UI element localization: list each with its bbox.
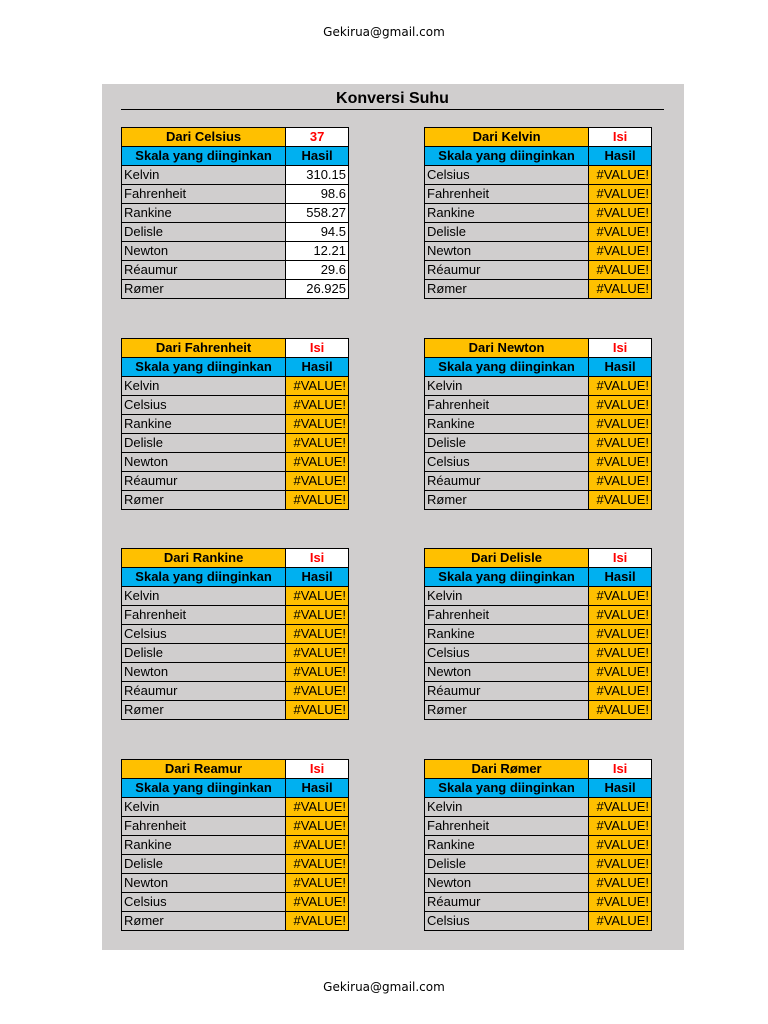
- target-scale-label: Rømer: [425, 491, 589, 510]
- result-value: #VALUE!: [286, 625, 349, 644]
- result-value: #VALUE!: [589, 261, 652, 280]
- table-row: [122, 204, 349, 223]
- source-scale-label: Dari Kelvin: [425, 128, 589, 147]
- header-email: Gekirua@gmail.com: [323, 25, 445, 39]
- result-value: #VALUE!: [286, 817, 349, 836]
- result-value: #VALUE!: [589, 415, 652, 434]
- target-scale-label: Rømer: [122, 280, 286, 299]
- input-value-cell[interactable]: Isi: [589, 549, 652, 568]
- target-scale-label: Rankine: [122, 415, 286, 434]
- target-scale-label: Fahrenheit: [425, 817, 589, 836]
- table-row: [425, 912, 652, 931]
- column-header-scale: Skala yang diinginkan: [122, 779, 286, 798]
- target-scale-label: Celsius: [122, 625, 286, 644]
- target-scale-label: Celsius: [425, 912, 589, 931]
- target-scale-label: Delisle: [122, 855, 286, 874]
- column-header-scale: Skala yang diinginkan: [425, 147, 589, 166]
- table-row: [122, 644, 349, 663]
- result-value: 94.5: [286, 223, 349, 242]
- target-scale-label: Kelvin: [122, 377, 286, 396]
- table-row: [425, 874, 652, 893]
- table-row: [425, 625, 652, 644]
- result-value: #VALUE!: [286, 472, 349, 491]
- target-scale-label: Rankine: [122, 204, 286, 223]
- result-value: #VALUE!: [589, 491, 652, 510]
- spreadsheet-area: [102, 84, 684, 950]
- target-scale-label: Rømer: [425, 280, 589, 299]
- target-scale-label: Celsius: [122, 396, 286, 415]
- column-header-scale: Skala yang diinginkan: [425, 779, 589, 798]
- result-value: #VALUE!: [589, 874, 652, 893]
- source-scale-label: Dari Delisle: [425, 549, 589, 568]
- result-value: #VALUE!: [286, 855, 349, 874]
- target-scale-label: Rankine: [425, 204, 589, 223]
- table-row: [425, 644, 652, 663]
- table-row: [122, 798, 349, 817]
- target-scale-label: Delisle: [425, 434, 589, 453]
- result-value: #VALUE!: [589, 377, 652, 396]
- result-value: #VALUE!: [589, 396, 652, 415]
- input-value-cell[interactable]: Isi: [589, 128, 652, 147]
- table-row: [122, 453, 349, 472]
- result-value: 558.27: [286, 204, 349, 223]
- table-row: [425, 701, 652, 720]
- result-value: #VALUE!: [589, 644, 652, 663]
- table-row: [122, 280, 349, 299]
- column-header-scale: Skala yang diinginkan: [122, 568, 286, 587]
- result-value: 12.21: [286, 242, 349, 261]
- target-scale-label: Newton: [122, 874, 286, 893]
- table-row: [425, 261, 652, 280]
- result-value: #VALUE!: [286, 912, 349, 931]
- result-value: #VALUE!: [589, 223, 652, 242]
- table-row: [425, 893, 652, 912]
- result-value: #VALUE!: [589, 701, 652, 720]
- target-scale-label: Réaumur: [425, 893, 589, 912]
- result-value: #VALUE!: [589, 817, 652, 836]
- result-value: #VALUE!: [589, 280, 652, 299]
- table-row: [122, 855, 349, 874]
- column-header-result: Hasil: [286, 568, 349, 587]
- result-value: #VALUE!: [589, 204, 652, 223]
- target-scale-label: Celsius: [425, 166, 589, 185]
- table-row: [122, 893, 349, 912]
- target-scale-label: Delisle: [122, 644, 286, 663]
- target-scale-label: Réaumur: [122, 261, 286, 280]
- target-scale-label: Rankine: [425, 415, 589, 434]
- table-row: [425, 587, 652, 606]
- column-header-scale: Skala yang diinginkan: [425, 568, 589, 587]
- table-row: [122, 415, 349, 434]
- input-value-cell[interactable]: Isi: [286, 339, 349, 358]
- result-value: #VALUE!: [286, 644, 349, 663]
- target-scale-label: Newton: [122, 242, 286, 261]
- result-value: #VALUE!: [589, 606, 652, 625]
- result-value: 29.6: [286, 261, 349, 280]
- column-header-result: Hasil: [589, 779, 652, 798]
- target-scale-label: Delisle: [425, 223, 589, 242]
- table-row: [425, 242, 652, 261]
- target-scale-label: Celsius: [425, 453, 589, 472]
- target-scale-label: Réaumur: [425, 472, 589, 491]
- column-header-scale: Skala yang diinginkan: [122, 147, 286, 166]
- result-value: #VALUE!: [286, 434, 349, 453]
- target-scale-label: Newton: [425, 663, 589, 682]
- table-row: [122, 836, 349, 855]
- result-value: #VALUE!: [589, 625, 652, 644]
- result-value: #VALUE!: [286, 453, 349, 472]
- result-value: #VALUE!: [589, 663, 652, 682]
- table-row: [122, 185, 349, 204]
- source-scale-label: Dari Rankine: [122, 549, 286, 568]
- conversion-table: [121, 338, 349, 510]
- result-value: 310.15: [286, 166, 349, 185]
- target-scale-label: Kelvin: [425, 587, 589, 606]
- target-scale-label: Kelvin: [122, 798, 286, 817]
- column-header-result: Hasil: [286, 358, 349, 377]
- input-value-cell[interactable]: Isi: [286, 549, 349, 568]
- result-value: #VALUE!: [286, 893, 349, 912]
- input-value-cell[interactable]: Isi: [589, 339, 652, 358]
- table-row: [122, 434, 349, 453]
- table-row: [122, 625, 349, 644]
- page-title: Konversi Suhu: [121, 89, 664, 110]
- table-row: [425, 836, 652, 855]
- source-scale-label: Dari Reamur: [122, 760, 286, 779]
- conversion-table: [424, 338, 652, 510]
- result-value: #VALUE!: [286, 587, 349, 606]
- source-scale-label: Dari Rømer: [425, 760, 589, 779]
- conversion-table: [424, 759, 652, 931]
- target-scale-label: Réaumur: [122, 472, 286, 491]
- table-row: [122, 261, 349, 280]
- table-row: [425, 377, 652, 396]
- table-row: [122, 491, 349, 510]
- column-header-result: Hasil: [589, 568, 652, 587]
- target-scale-label: Kelvin: [425, 798, 589, 817]
- target-scale-label: Réaumur: [425, 261, 589, 280]
- target-scale-label: Rømer: [122, 491, 286, 510]
- result-value: #VALUE!: [286, 606, 349, 625]
- conversion-table: [121, 548, 349, 720]
- table-row: [425, 280, 652, 299]
- result-value: #VALUE!: [589, 836, 652, 855]
- target-scale-label: Rankine: [425, 625, 589, 644]
- result-value: #VALUE!: [589, 166, 652, 185]
- table-row: [122, 472, 349, 491]
- table-row: [122, 682, 349, 701]
- result-value: #VALUE!: [589, 587, 652, 606]
- result-value: #VALUE!: [589, 242, 652, 261]
- result-value: #VALUE!: [286, 396, 349, 415]
- result-value: #VALUE!: [589, 453, 652, 472]
- target-scale-label: Celsius: [122, 893, 286, 912]
- table-row: [425, 472, 652, 491]
- column-header-result: Hasil: [589, 358, 652, 377]
- target-scale-label: Rømer: [122, 701, 286, 720]
- result-value: #VALUE!: [589, 682, 652, 701]
- result-value: #VALUE!: [286, 491, 349, 510]
- target-scale-label: Newton: [122, 453, 286, 472]
- target-scale-label: Delisle: [122, 434, 286, 453]
- table-row: [122, 587, 349, 606]
- target-scale-label: Fahrenheit: [425, 606, 589, 625]
- target-scale-label: Celsius: [425, 644, 589, 663]
- target-scale-label: Newton: [425, 874, 589, 893]
- result-value: 26.925: [286, 280, 349, 299]
- source-scale-label: Dari Newton: [425, 339, 589, 358]
- table-row: [425, 185, 652, 204]
- column-header-scale: Skala yang diinginkan: [425, 358, 589, 377]
- target-scale-label: Kelvin: [425, 377, 589, 396]
- result-value: #VALUE!: [589, 185, 652, 204]
- table-row: [425, 682, 652, 701]
- target-scale-label: Fahrenheit: [122, 606, 286, 625]
- result-value: #VALUE!: [589, 472, 652, 491]
- column-header-result: Hasil: [286, 779, 349, 798]
- target-scale-label: Newton: [122, 663, 286, 682]
- target-scale-label: Delisle: [425, 855, 589, 874]
- result-value: #VALUE!: [589, 855, 652, 874]
- table-row: [425, 396, 652, 415]
- table-row: [122, 377, 349, 396]
- table-row: [122, 912, 349, 931]
- table-row: [425, 166, 652, 185]
- result-value: #VALUE!: [286, 682, 349, 701]
- table-row: [425, 606, 652, 625]
- conversion-table: [121, 759, 349, 931]
- table-row: [425, 491, 652, 510]
- footer-email: Gekirua@gmail.com: [323, 980, 445, 994]
- table-row: [425, 855, 652, 874]
- target-scale-label: Kelvin: [122, 587, 286, 606]
- table-row: [122, 663, 349, 682]
- target-scale-label: Delisle: [122, 223, 286, 242]
- result-value: #VALUE!: [286, 798, 349, 817]
- result-value: #VALUE!: [589, 912, 652, 931]
- table-row: [425, 434, 652, 453]
- table-row: [122, 701, 349, 720]
- table-row: [425, 415, 652, 434]
- input-value-cell[interactable]: 37: [286, 128, 349, 147]
- table-row: [122, 874, 349, 893]
- table-row: [122, 396, 349, 415]
- column-header-result: Hasil: [589, 147, 652, 166]
- result-value: #VALUE!: [286, 415, 349, 434]
- conversion-table: [424, 127, 652, 299]
- source-scale-label: Dari Celsius: [122, 128, 286, 147]
- table-row: [425, 817, 652, 836]
- column-header-scale: Skala yang diinginkan: [122, 358, 286, 377]
- conversion-table: [424, 548, 652, 720]
- result-value: #VALUE!: [286, 701, 349, 720]
- table-row: [122, 223, 349, 242]
- input-value-cell[interactable]: Isi: [589, 760, 652, 779]
- result-value: #VALUE!: [286, 663, 349, 682]
- table-row: [122, 817, 349, 836]
- result-value: #VALUE!: [589, 434, 652, 453]
- result-value: #VALUE!: [286, 836, 349, 855]
- input-value-cell[interactable]: Isi: [286, 760, 349, 779]
- result-value: #VALUE!: [589, 798, 652, 817]
- target-scale-label: Fahrenheit: [122, 185, 286, 204]
- result-value: #VALUE!: [286, 874, 349, 893]
- target-scale-label: Rankine: [122, 836, 286, 855]
- result-value: #VALUE!: [589, 893, 652, 912]
- target-scale-label: Réaumur: [425, 682, 589, 701]
- target-scale-label: Rankine: [425, 836, 589, 855]
- column-header-result: Hasil: [286, 147, 349, 166]
- result-value: 98.6: [286, 185, 349, 204]
- target-scale-label: Réaumur: [122, 682, 286, 701]
- table-row: [425, 798, 652, 817]
- target-scale-label: Rømer: [425, 701, 589, 720]
- target-scale-label: Fahrenheit: [425, 396, 589, 415]
- source-scale-label: Dari Fahrenheit: [122, 339, 286, 358]
- table-row: [425, 453, 652, 472]
- target-scale-label: Fahrenheit: [425, 185, 589, 204]
- target-scale-label: Fahrenheit: [122, 817, 286, 836]
- result-value: #VALUE!: [286, 377, 349, 396]
- table-row: [122, 606, 349, 625]
- table-row: [122, 242, 349, 261]
- table-row: [425, 223, 652, 242]
- target-scale-label: Newton: [425, 242, 589, 261]
- target-scale-label: Kelvin: [122, 166, 286, 185]
- conversion-table: [121, 127, 349, 299]
- target-scale-label: Rømer: [122, 912, 286, 931]
- table-row: [425, 204, 652, 223]
- table-row: [425, 663, 652, 682]
- table-row: [122, 166, 349, 185]
